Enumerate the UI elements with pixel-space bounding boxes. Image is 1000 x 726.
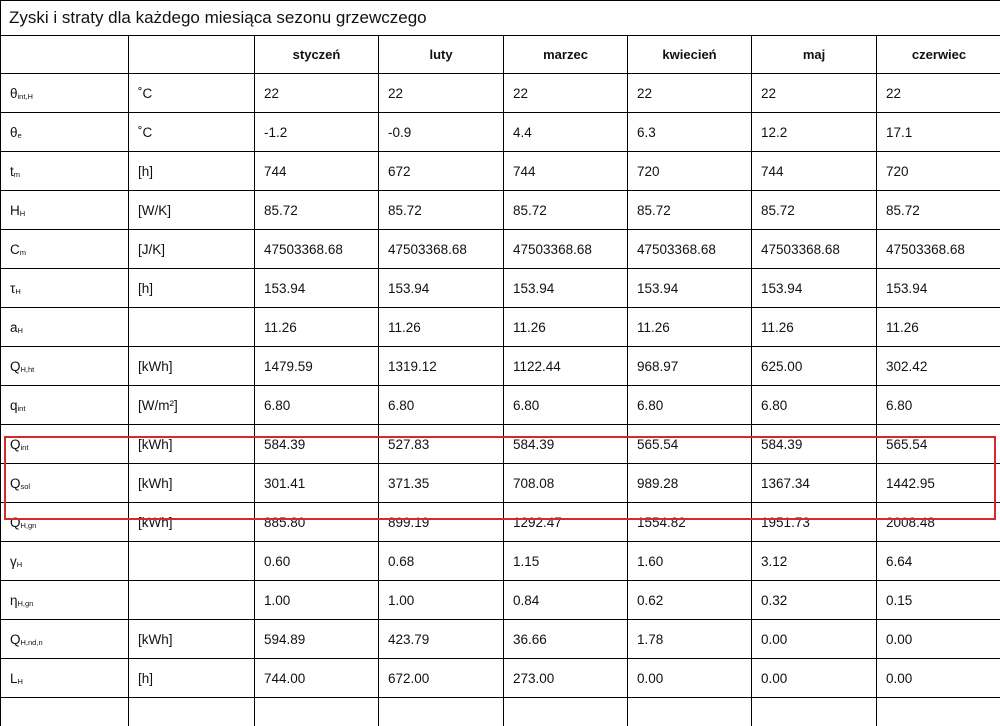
symbol-subscript: int bbox=[17, 403, 26, 413]
value-cell: 301.41 bbox=[255, 464, 379, 503]
value-cell: 371.35 bbox=[379, 464, 504, 503]
value-cell: 85.72 bbox=[504, 191, 628, 230]
value-cell: 1442.95 bbox=[877, 464, 1000, 503]
value-cell: 47503368.68 bbox=[255, 230, 379, 269]
value-cell: 1951.73 bbox=[752, 503, 877, 542]
value-cell: 0.68 bbox=[379, 542, 504, 581]
unit-cell: [kWh] bbox=[129, 620, 255, 659]
value-cell: 0.00 bbox=[752, 659, 877, 698]
value-cell: 744 bbox=[255, 152, 379, 191]
value-cell: 3.12 bbox=[752, 542, 877, 581]
value-cell: 85.72 bbox=[379, 191, 504, 230]
value-cell: 1554.82 bbox=[628, 503, 752, 542]
value-cell: 22 bbox=[504, 74, 628, 113]
table-row bbox=[1, 386, 1000, 425]
symbol-letter: t bbox=[10, 163, 14, 179]
symbol-subscript: e bbox=[17, 130, 22, 140]
value-cell: 1.00 bbox=[379, 581, 504, 620]
value-cell: 565.54 bbox=[628, 425, 752, 464]
symbol-letter: a bbox=[10, 319, 18, 335]
unit-cell: [h] bbox=[129, 269, 255, 308]
symbol-subscript: m bbox=[13, 169, 21, 179]
symbol-subscript: H bbox=[19, 208, 26, 218]
symbol-cell bbox=[1, 581, 129, 620]
value-cell: 1.15 bbox=[504, 542, 628, 581]
symbol-cell bbox=[1, 503, 129, 542]
unit-cell bbox=[129, 542, 255, 581]
value-cell: 6.80 bbox=[379, 386, 504, 425]
value-cell: 12.2 bbox=[752, 113, 877, 152]
value-cell: 11.26 bbox=[628, 308, 752, 347]
value-cell: 85.72 bbox=[628, 191, 752, 230]
unit-cell: [W/K] bbox=[129, 191, 255, 230]
table-title-row bbox=[1, 1, 1000, 36]
symbol-subscript: H bbox=[15, 286, 21, 296]
value-cell: 2008.48 bbox=[877, 503, 1000, 542]
header-month: styczeń bbox=[255, 36, 379, 74]
symbol-subscript: H bbox=[17, 325, 23, 335]
symbol-letter: Q bbox=[10, 475, 21, 491]
value-cell: 1319.12 bbox=[379, 347, 504, 386]
value-cell: 0.84 bbox=[504, 581, 628, 620]
value-cell: 6.80 bbox=[752, 386, 877, 425]
unit-cell: [kWh] bbox=[129, 464, 255, 503]
value-cell: 0.32 bbox=[752, 581, 877, 620]
value-cell: 47503368.68 bbox=[628, 230, 752, 269]
symbol-letter: Q bbox=[10, 436, 21, 452]
value-cell: 968.97 bbox=[628, 347, 752, 386]
value-cell: 153.94 bbox=[379, 269, 504, 308]
table-row bbox=[1, 581, 1000, 620]
table-row bbox=[1, 464, 1000, 503]
symbol-subscript: sol bbox=[20, 481, 31, 491]
value-cell: 302.42 bbox=[877, 347, 1000, 386]
symbol-cell bbox=[1, 308, 129, 347]
value-cell: 0.15 bbox=[877, 581, 1000, 620]
header-symbol-cell bbox=[1, 36, 129, 74]
table-row-partial bbox=[1, 698, 1000, 726]
symbol-letter: Q bbox=[10, 631, 21, 647]
unit-cell: ˚C bbox=[129, 74, 255, 113]
value-cell: 1122.44 bbox=[504, 347, 628, 386]
value-cell: -1.2 bbox=[255, 113, 379, 152]
value-cell: 6.64 bbox=[877, 542, 1000, 581]
value-cell: 6.80 bbox=[628, 386, 752, 425]
value-cell: 11.26 bbox=[379, 308, 504, 347]
value-cell: 565.54 bbox=[877, 425, 1000, 464]
value-cell: 6.3 bbox=[628, 113, 752, 152]
value-cell: 153.94 bbox=[504, 269, 628, 308]
value-cell: 6.80 bbox=[255, 386, 379, 425]
symbol-subscript: m bbox=[19, 247, 26, 257]
value-cell: -0.9 bbox=[379, 113, 504, 152]
header-month: luty bbox=[379, 36, 504, 74]
value-cell: 720 bbox=[877, 152, 1000, 191]
symbol-letter: H bbox=[10, 202, 20, 218]
value-cell: 0.00 bbox=[628, 659, 752, 698]
symbol-cell bbox=[1, 425, 129, 464]
symbol-cell bbox=[1, 464, 129, 503]
value-cell: 0.00 bbox=[752, 620, 877, 659]
symbol-letter: q bbox=[10, 397, 18, 413]
value-cell: 22 bbox=[379, 74, 504, 113]
value-cell: 11.26 bbox=[255, 308, 379, 347]
table-row bbox=[1, 74, 1000, 113]
header-month: maj bbox=[752, 36, 877, 74]
unit-cell bbox=[129, 581, 255, 620]
header-month: czerwiec bbox=[877, 36, 1000, 74]
value-cell: 22 bbox=[255, 74, 379, 113]
table-row bbox=[1, 152, 1000, 191]
value-cell: 0.62 bbox=[628, 581, 752, 620]
symbol-subscript: H,gn bbox=[20, 520, 37, 530]
table-row bbox=[1, 347, 1000, 386]
table-row bbox=[1, 503, 1000, 542]
symbol-subscript: H bbox=[17, 676, 23, 686]
value-cell: 584.39 bbox=[752, 425, 877, 464]
symbol-cell bbox=[1, 386, 129, 425]
symbol-letter: θ bbox=[10, 124, 18, 140]
symbol-cell bbox=[1, 269, 129, 308]
value-cell: 85.72 bbox=[877, 191, 1000, 230]
value-cell: 527.83 bbox=[379, 425, 504, 464]
symbol-cell bbox=[1, 620, 129, 659]
value-cell: 1367.34 bbox=[752, 464, 877, 503]
value-cell: 584.39 bbox=[504, 425, 628, 464]
symbol-subscript: H bbox=[16, 559, 23, 569]
table-row bbox=[1, 659, 1000, 698]
value-cell: 153.94 bbox=[628, 269, 752, 308]
symbol-subscript: H,nd,n bbox=[20, 637, 43, 647]
value-cell: 47503368.68 bbox=[504, 230, 628, 269]
value-cell: 4.4 bbox=[504, 113, 628, 152]
value-cell: 594.89 bbox=[255, 620, 379, 659]
value-cell: 720 bbox=[628, 152, 752, 191]
value-cell: 744 bbox=[504, 152, 628, 191]
value-cell: 1479.59 bbox=[255, 347, 379, 386]
table-row bbox=[1, 542, 1000, 581]
unit-cell: [kWh] bbox=[129, 347, 255, 386]
value-cell: 885.80 bbox=[255, 503, 379, 542]
symbol-cell bbox=[1, 230, 129, 269]
table-row bbox=[1, 230, 1000, 269]
value-cell: 0.00 bbox=[877, 620, 1000, 659]
value-cell: 273.00 bbox=[504, 659, 628, 698]
symbol-cell bbox=[1, 347, 129, 386]
value-cell: 47503368.68 bbox=[877, 230, 1000, 269]
value-cell: 6.80 bbox=[504, 386, 628, 425]
table-row bbox=[1, 191, 1000, 230]
symbol-letter: L bbox=[10, 670, 18, 686]
table-row bbox=[1, 620, 1000, 659]
value-cell: 153.94 bbox=[752, 269, 877, 308]
value-cell: 11.26 bbox=[877, 308, 1000, 347]
header-month: kwiecień bbox=[628, 36, 752, 74]
table-row bbox=[1, 269, 1000, 308]
symbol-cell bbox=[1, 659, 129, 698]
value-cell: 47503368.68 bbox=[379, 230, 504, 269]
value-cell: 672 bbox=[379, 152, 504, 191]
unit-cell: [kWh] bbox=[129, 503, 255, 542]
value-cell: 989.28 bbox=[628, 464, 752, 503]
symbol-letter: Q bbox=[10, 358, 21, 374]
value-cell: 85.72 bbox=[255, 191, 379, 230]
symbol-subscript: int,H bbox=[17, 91, 33, 101]
symbol-letter: θ bbox=[10, 85, 18, 101]
table-row bbox=[1, 113, 1000, 152]
value-cell: 708.08 bbox=[504, 464, 628, 503]
unit-cell: [kWh] bbox=[129, 425, 255, 464]
symbol-cell bbox=[1, 152, 129, 191]
value-cell: 22 bbox=[877, 74, 1000, 113]
value-cell: 36.66 bbox=[504, 620, 628, 659]
unit-cell: [h] bbox=[129, 152, 255, 191]
symbol-cell bbox=[1, 542, 129, 581]
value-cell: 22 bbox=[752, 74, 877, 113]
value-cell: 11.26 bbox=[752, 308, 877, 347]
header-unit-cell bbox=[129, 36, 255, 74]
value-cell: 11.26 bbox=[504, 308, 628, 347]
unit-cell: ˚C bbox=[129, 113, 255, 152]
table-title: Zyski i straty dla każdego miesiąca sezonu grzewczego bbox=[1, 1, 1000, 36]
value-cell: 153.94 bbox=[255, 269, 379, 308]
value-cell: 672.00 bbox=[379, 659, 504, 698]
table-header-row bbox=[1, 36, 1000, 74]
symbol-letter: η bbox=[10, 592, 18, 608]
symbol-subscript: int bbox=[20, 442, 29, 452]
value-cell: 1.60 bbox=[628, 542, 752, 581]
value-cell: 1292.47 bbox=[504, 503, 628, 542]
symbol-subscript: H,ht bbox=[20, 364, 35, 374]
symbol-letter: τ bbox=[10, 280, 16, 296]
unit-cell: [h] bbox=[129, 659, 255, 698]
value-cell: 17.1 bbox=[877, 113, 1000, 152]
value-cell: 0.60 bbox=[255, 542, 379, 581]
symbol-letter: γ bbox=[10, 553, 17, 569]
value-cell: 744.00 bbox=[255, 659, 379, 698]
symbol-letter: C bbox=[10, 241, 20, 257]
symbol-cell bbox=[1, 74, 129, 113]
value-cell: 0.00 bbox=[877, 659, 1000, 698]
value-cell: 6.80 bbox=[877, 386, 1000, 425]
value-cell: 625.00 bbox=[752, 347, 877, 386]
symbol-subscript: H,gn bbox=[17, 598, 34, 608]
value-cell: 744 bbox=[752, 152, 877, 191]
value-cell: 153.94 bbox=[877, 269, 1000, 308]
symbol-letter: Q bbox=[10, 514, 21, 530]
value-cell: 1.00 bbox=[255, 581, 379, 620]
table-row bbox=[1, 425, 1000, 464]
header-month: marzec bbox=[504, 36, 628, 74]
unit-cell: [J/K] bbox=[129, 230, 255, 269]
value-cell: 1.78 bbox=[628, 620, 752, 659]
value-cell: 423.79 bbox=[379, 620, 504, 659]
symbol-cell bbox=[1, 191, 129, 230]
unit-cell: [W/m²] bbox=[129, 386, 255, 425]
value-cell: 584.39 bbox=[255, 425, 379, 464]
value-cell: 47503368.68 bbox=[752, 230, 877, 269]
symbol-cell bbox=[1, 113, 129, 152]
table-row bbox=[1, 308, 1000, 347]
value-cell: 85.72 bbox=[752, 191, 877, 230]
unit-cell bbox=[129, 308, 255, 347]
value-cell: 899.19 bbox=[379, 503, 504, 542]
value-cell: 22 bbox=[628, 74, 752, 113]
